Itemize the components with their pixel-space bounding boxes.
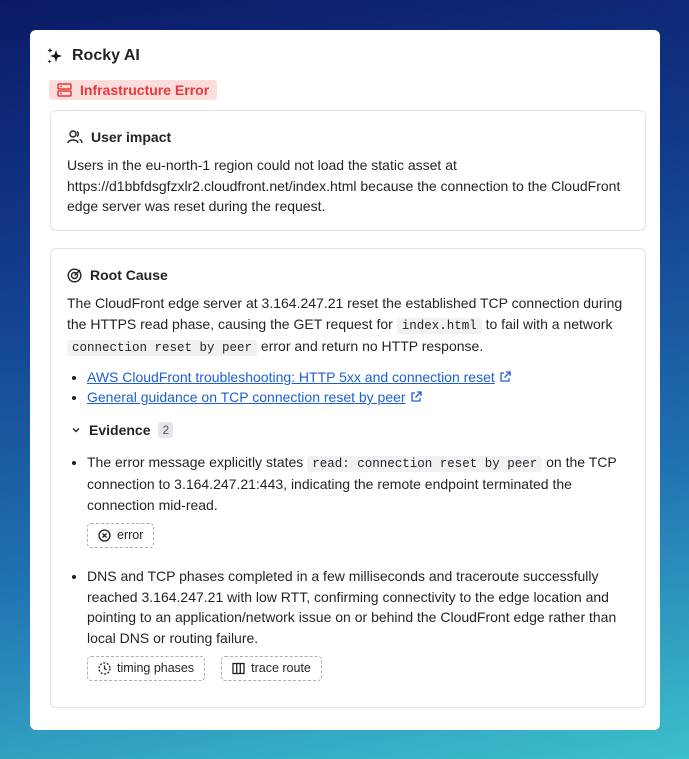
evidence-item: • DNS and TCP phases completed in a few milliseconds and traceroute successfully reached 3.164.247.21 with low RTT, confirming connectivity to the edge location and pointing to an application/network issue on or behind the CloudFront edge rather than local DNS or routing failure. timing phases trace route <box>87 566 629 681</box>
reference-links <box>67 367 629 408</box>
root-cause-text: The CloudFront edge server at 3.164.247.21 reset the established TCP connection during the HTTPS read phase, causing the GET request for index.html to fail with a network connection reset by peer error and return no HTTP response. <box>67 295 623 355</box>
chevron-down-icon <box>71 425 81 435</box>
external-link-icon <box>410 391 422 403</box>
evidence-chip-timing-phases[interactable]: timing phases <box>87 656 205 681</box>
root-cause-heading: Root Cause <box>90 267 168 283</box>
user-impact-section <box>50 110 646 231</box>
x-circle-icon <box>98 529 111 542</box>
server-icon <box>57 83 72 97</box>
app-title: Rocky AI <box>72 47 140 64</box>
rocky-ai-panel <box>30 30 660 730</box>
panel-header <box>46 46 644 66</box>
evidence-chip-error[interactable]: error <box>87 523 154 548</box>
badge-label: Infrastructure Error <box>80 82 210 98</box>
timer-icon <box>98 662 111 675</box>
evidence-chip-trace-route[interactable]: trace route <box>221 656 322 681</box>
sparkles-icon <box>46 47 64 65</box>
external-link-icon <box>499 371 511 383</box>
evidence-item: • The error message explicitly states read: connection reset by peer on the TCP connection to 3.164.247.21:443, indicating the remote endpoint terminated the connection mid-read. error <box>87 452 629 549</box>
reference-link[interactable]: General guidance on TCP connection reset by peer <box>87 389 406 405</box>
evidence-count: 2 <box>158 422 173 438</box>
error-type-badge <box>49 80 217 100</box>
users-icon <box>67 130 83 144</box>
target-icon <box>67 268 82 283</box>
evidence-heading: Evidence <box>89 421 151 438</box>
reference-link[interactable]: AWS CloudFront troubleshooting: HTTP 5xx and connection reset <box>87 368 495 385</box>
columns-icon <box>232 662 245 675</box>
evidence-list <box>67 452 629 682</box>
evidence-toggle[interactable] <box>71 422 629 438</box>
root-cause-section <box>50 248 646 708</box>
user-impact-heading: User impact <box>91 129 172 145</box>
user-impact-text: Users in the eu-north-1 region could not load the static asset at https://d1bbfdsgfzxlr2.cloudfront.net/index.html because the connection to the CloudFront edge server was reset during the request. <box>67 157 621 214</box>
